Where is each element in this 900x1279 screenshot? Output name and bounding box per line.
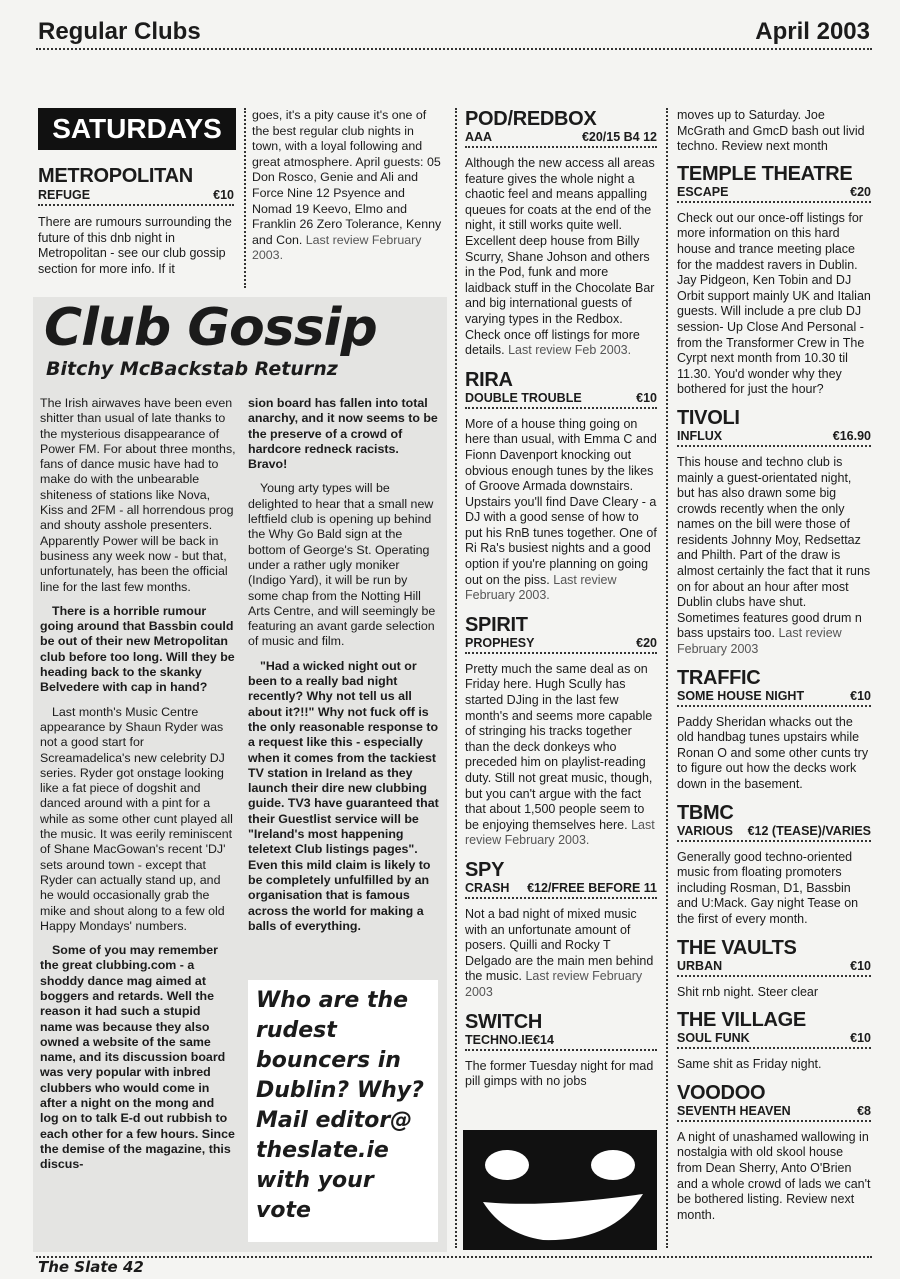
footer-brand — [38, 1258, 144, 1276]
club-price: €10 — [850, 958, 871, 973]
mail-editor-box: Who are the rudest bouncers in Dublin? Why? Mail editor@ theslate.ie with your vote — [248, 980, 438, 1242]
club-name: SWITCH — [465, 1010, 543, 1033]
club-review: The former Tuesday night for mad pill gimps with no jobs — [465, 1058, 654, 1089]
club-night: REFUGE — [38, 188, 91, 202]
club-listing — [677, 937, 871, 1001]
gossip-title: Club Gossip — [44, 298, 377, 358]
club-review: Shit rnb night. Steer clear — [677, 984, 819, 999]
gossip-paragraph: Some of you may remember the great clubbing.com - a shoddy dance mag aimed at boggers and retards. Well the reason it had such a stupid name was because they also owned a website of the same name, and its discussion board was very popular with inbred clubbers who would come in after a night on the mong and log on to talk E-d out rubbish to each other for a few hours. Since the demise of the magazine, this discus- — [40, 943, 235, 1172]
club-night: DOUBLE TROUBLE — [465, 390, 582, 405]
saturdays-heading: SATURDAYS — [38, 108, 236, 150]
gossip-paragraph: sion board has fallen into total anarchy, and it now seems to be the preserve of a crowd of hardcore redneck racists. Bravo! — [248, 396, 438, 472]
club-review: Same shit as Friday night. — [677, 1057, 822, 1072]
page-number: 42 — [122, 1258, 144, 1276]
club-price: €8 — [857, 1103, 871, 1118]
club-review: There are rumours surrounding the future of this dnb night in Metropolitan - see our club gossip section for more info. If it — [38, 215, 232, 276]
club-name: SPY — [465, 858, 505, 881]
section-title: Regular Clubs — [38, 18, 201, 45]
club-review: A night of unashamed wallowing in nostalgia with old skool house from Dean Sherry, Anto O'Brien and a whole crowd of lads we can't be bothered listing. Review next month. — [677, 1129, 871, 1222]
club-name: RIRA — [465, 368, 513, 391]
club-night: AAA — [465, 130, 493, 144]
club-listing — [677, 802, 871, 928]
club-name: THE VAULTS — [677, 936, 797, 959]
club-listing-metropolitan — [38, 165, 234, 277]
club-price: €10 — [850, 1031, 871, 1046]
club-review: This house and techno club is mainly a guest-orientated night, but has also drawn some big crowds recently when the only names on the bill were those of residents Johnny Moy, Redsettaz and Philth. Part of the draw is almost certainly the fact that it runs on for about an hour after most Dublin clubs have shut. Sometimes features good drum n bass upstairs too. — [677, 454, 871, 641]
club-listing — [677, 1082, 871, 1224]
club-name: TEMPLE THEATRE — [677, 162, 853, 185]
club-night: CRASH — [465, 880, 510, 895]
club-listing — [677, 407, 871, 658]
review-date: Last review February 2003. — [465, 817, 655, 848]
club-night: URBAN — [677, 958, 723, 973]
review-date: Last review February 2003. — [252, 232, 422, 263]
review-date: Last review February 2003 — [465, 969, 643, 999]
club-name: TBMC — [677, 801, 734, 824]
club-name: VOODOO — [677, 1081, 766, 1104]
club-listing — [465, 108, 657, 359]
gossip-paragraph: There is a horrible rumour going around that Bassbin could be out of their new Metropolitan club before too long. Will they be heading back to the skanky Belvedere with cap in hand? — [40, 603, 235, 695]
club-review: Generally good techno-oriented music from floating promoters including Rosman, D1, Bassbin and U:Mack. Gay night Tease on the first of every month. — [677, 849, 859, 926]
club-price: €10 — [850, 688, 871, 703]
club-price: €12/FREE BEFORE 11 — [527, 880, 657, 895]
club-name: SPIRIT — [465, 613, 528, 636]
magazine-name: The Slate — [38, 1258, 118, 1276]
column-divider — [666, 108, 668, 1248]
club-name: TRAFFIC — [677, 666, 761, 689]
club-night: VARIOUS — [677, 823, 734, 838]
club-review-continued: moves up to Saturday. Joe McGrath and GmcD bash out livid techno. Review next month — [677, 108, 865, 154]
gossip-subtitle: Bitchy McBackstab Returnz — [46, 358, 338, 380]
column-divider — [455, 108, 457, 1248]
club-listing — [677, 667, 871, 793]
column-3 — [465, 108, 657, 1090]
header-rule — [36, 48, 872, 50]
club-price: €16.90 — [832, 428, 871, 443]
review-date: Last review February 2003. — [465, 572, 617, 603]
club-review-continued — [252, 108, 444, 264]
club-night: SEVENTH HEAVEN — [677, 1103, 791, 1118]
gossip-column-2 — [248, 396, 440, 943]
club-review: Paddy Sheridan whacks out the old handbag tunes upstairs while Ronan O and some other cunts try to figure out how the decks work down in the basement. — [677, 714, 869, 791]
club-night: TECHNO.IE — [465, 1032, 534, 1047]
review-date: Last review February 2003 — [677, 626, 842, 657]
club-review: Pretty much the same deal as on Friday here. Hugh Scully has started DJing in the last few month's and seems more capable of stringing his tracks together than the deck donkeys who preceded him on playlist-reading duty. Still not great music, though, but you can't argue with the fact that about 1,500 people seem to be enjoying themselves here. — [465, 661, 653, 832]
issue-date: April 2003 — [755, 18, 870, 45]
footer-rule — [36, 1256, 872, 1258]
club-night: INFLUX — [677, 428, 723, 443]
club-night: ESCAPE — [677, 184, 729, 199]
club-name: THE VILLAGE — [677, 1009, 806, 1032]
club-listing — [677, 163, 871, 398]
club-review: More of a house thing going on here than usual, with Emma C and Fionn Davenport knocking out obvious enough tunes by the likes of Groove Armada downstairs. Upstairs you'll find Dave Cleary - a DJ with a good sense of how to put his RnB tunes together. One of Ri Ra's busiest nights and a good option if you're planning on going out on the piss. — [465, 416, 657, 587]
club-price: €10 — [213, 188, 234, 202]
gossip-column-1 — [40, 396, 236, 1182]
gossip-paragraph: Last month's Music Centre appearance by Shaun Ryder was not a good start for Screamadelica's new celebrity DJ series. Ryder got onstage looking like a fat piece of dogshit and danced around with a pint for a while as some other cunt played all the music. It was eerily reminiscent of Shane MacGowan's recent 'DJ' sets around town - except that Ryder can actually stand up, and he would occasionally grab the mike and shout along to a few old Happy Mondays' numbers. — [40, 704, 233, 933]
club-night: SOME HOUSE NIGHT — [677, 688, 805, 703]
club-listing — [465, 1011, 657, 1090]
column-4 — [677, 108, 871, 1223]
gossip-paragraph: The Irish airwaves have been even shitter than usual of late thanks to the mysterious disappearance of Power FM. For about three months, fans of dance music have had to make do with the unbearable shiteness of stations like Nova, Kiss and 2FM - all horrendous prog and shouty asshole presenters. Apparently Power will be back in business any week now - but that, unfortunately, has been the official line for the last few months. — [40, 396, 236, 594]
club-night: SOUL FUNK — [677, 1031, 750, 1046]
club-price: €12 (TEASE)/VARIES — [747, 823, 871, 838]
club-price: €14 — [533, 1032, 554, 1047]
review-date: Last review Feb 2003. — [508, 343, 632, 358]
club-price: €10 — [636, 390, 657, 405]
column-divider — [244, 108, 246, 288]
club-price: €20 — [636, 635, 657, 650]
club-listing — [677, 1009, 871, 1073]
club-price: €20/15 B4 12 — [581, 130, 657, 144]
gossip-paragraph: "Had a wicked night out or been to a really bad night recently? Why not tell us all about it?!!" Why not fuck off is the only reasonable response to a request like this - especially when it comes from the tackiest TV station in Ireland as they launch their dire new clubbing guide. TV3 have guaranteed that their Guestlist service will be "Ireland's most happening teletext Club listings pages". Even this mild claim is likely to be completely unfulfilled by an organisation that is famous across the world for making a balls of everything. — [248, 658, 439, 933]
gossip-paragraph: Young arty types will be delighted to hear that a small new leftfield club is opening up behind the Why Go Bald sign at the bottom of George's St. Operating under a rather ugly moniker (Indigo Yard), it will be run by some chap from the Notting Hill Arts Centre, and will seemingly be featuring an avant garde selection of music and film. — [248, 481, 436, 649]
club-review: Check out our once-off listings for more information on this hard house and trance meeting place for the maddest ravers in Dublin. Jay Pidgeon, Ken Tobin and DJ Orbit support mainly UK and Italian guests. Will include a pre club DJ session- Up Close And Personal - from the Transformer Crew in The Cyrpt next month from 10.30 til 11.30. You'd wonder why they bothered for just the hour? — [677, 210, 871, 397]
club-review-text: goes, it's a pity cause it's one of the best regular club nights in town, with a loyal following and great atmosphere. April guests: 05 Don Rosco, Genie and Ali and Force Nine 12 Psyence and Nomad 19 Keevo, Elmo and Franklin 26 Zero Tolerance, Kenny and Con. — [252, 108, 442, 247]
club-name: METROPOLITAN — [38, 165, 193, 187]
club-review: Not a bad night of mixed music with an unfortunate amount of posers. Quilli and Rocky T Delgado are the main men behind the music. — [465, 906, 654, 984]
club-listing — [465, 859, 657, 1001]
club-listing — [465, 614, 657, 849]
smiley-face-graphic — [463, 1130, 657, 1250]
club-review: Although the new access all areas feature gives the whole night a chaotic feel and means appalling queues for coats at the end of the night, it still works quite well. Excellent deep house from Billy Scurry, Shane Johson and others in the Pod, funk and more laidback stuff in the Chocolate Bar and big international guests of varying types in the Redbox. Check once off listings for more details. — [465, 156, 655, 358]
club-name: TIVOLI — [677, 406, 740, 429]
club-price: €20 — [850, 184, 871, 199]
club-night: PROPHESY — [465, 635, 535, 650]
club-listing — [465, 369, 657, 604]
club-name: POD/REDBOX — [465, 108, 597, 130]
